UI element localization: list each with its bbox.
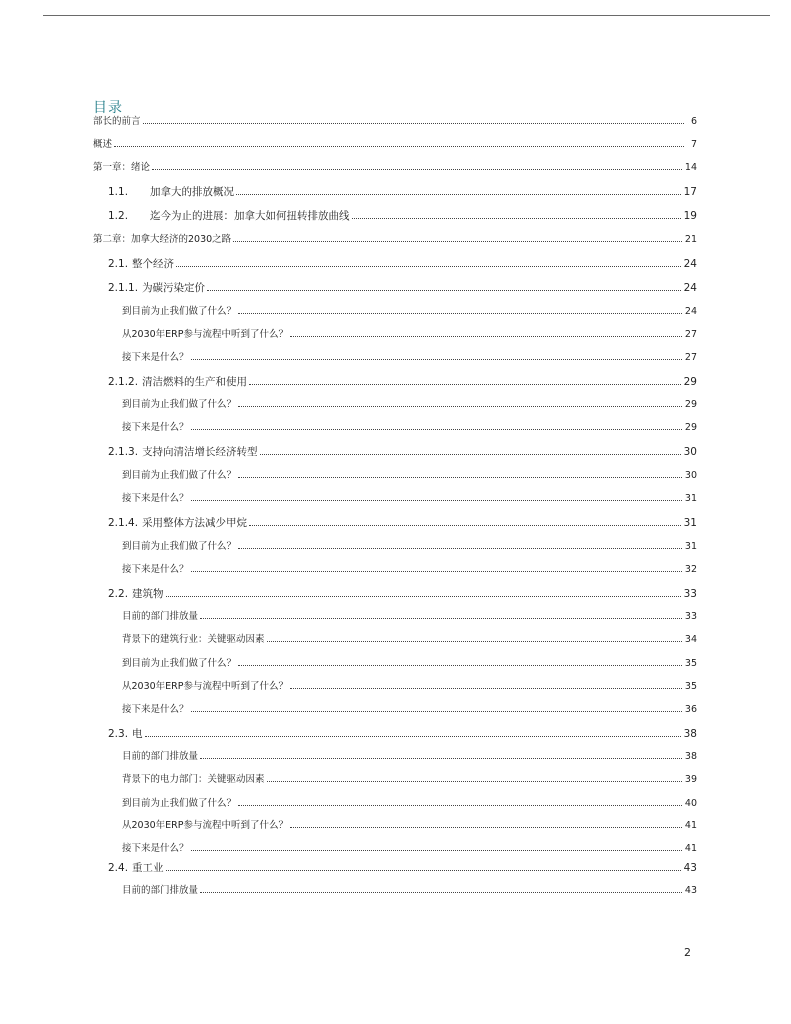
toc-dot-leader <box>290 688 682 689</box>
toc-entry[interactable] <box>122 328 697 342</box>
toc-entry-label: 支持向清洁增长经济转型 <box>142 446 258 458</box>
toc-dot-leader <box>191 500 682 501</box>
toc-entry-page: 24 <box>683 282 697 294</box>
toc-entry-page: 29 <box>684 399 697 410</box>
toc-entry-label: 到目前为止我们做了什么？ <box>122 306 237 317</box>
toc-entry[interactable] <box>93 115 697 129</box>
toc-entry[interactable] <box>122 305 697 319</box>
toc-dot-leader <box>236 194 681 195</box>
toc-entry-page: 32 <box>684 564 697 575</box>
toc-entry[interactable] <box>122 351 697 365</box>
toc-entry-label: 建筑物 <box>132 588 164 600</box>
toc-entry-number: 1.1. <box>108 186 129 198</box>
toc-entry-page: 17 <box>683 186 697 198</box>
toc-entry-label: 从2030年ERP参与流程中听到了什么？ <box>122 820 289 831</box>
toc-entry-page: 30 <box>683 446 697 458</box>
toc-entry-number: 1.2. <box>108 210 129 222</box>
toc-entry-page: 29 <box>683 376 697 388</box>
toc-dot-leader <box>290 827 682 828</box>
toc-entry[interactable] <box>122 469 697 483</box>
toc-entry[interactable] <box>93 138 697 152</box>
toc-entry-label: 到目前为止我们做了什么？ <box>122 399 237 410</box>
toc-entry[interactable] <box>122 610 697 624</box>
toc-entry-label: 清洁燃料的生产和使用 <box>142 376 248 388</box>
toc-entry-label: 到目前为止我们做了什么？ <box>122 798 237 809</box>
toc-entry-page: 43 <box>684 885 697 896</box>
toc-entry-page: 35 <box>684 681 697 692</box>
toc-entry-page: 24 <box>684 306 697 317</box>
toc-dot-leader <box>238 548 682 549</box>
toc-entry[interactable] <box>122 657 697 671</box>
toc-entry[interactable] <box>108 727 697 741</box>
toc-dot-leader <box>249 525 681 526</box>
toc-entry-label: 第一章：绪论 <box>93 162 151 173</box>
toc-dot-leader <box>200 892 682 893</box>
toc-dot-leader <box>207 290 681 291</box>
toc-entry-label: 加拿大的排放概况 <box>150 186 234 198</box>
toc-entry[interactable] <box>122 797 697 811</box>
toc-entry-page: 19 <box>683 210 697 222</box>
toc-dot-leader <box>352 218 681 219</box>
page-number: 2 <box>684 946 691 959</box>
toc-entry-label: 电 <box>132 728 143 740</box>
toc-entry[interactable] <box>108 257 697 271</box>
toc-entry[interactable] <box>108 587 697 601</box>
toc-entry-page: 6 <box>690 116 697 127</box>
toc-dot-leader <box>152 169 682 170</box>
toc-entry-number: 2.1.3. <box>108 446 139 458</box>
toc-entry-label: 目前的部门排放量 <box>122 611 199 622</box>
toc-entry-label: 部长的前言 <box>93 116 141 127</box>
toc-dot-leader <box>191 429 682 430</box>
toc-entry-number: 2.1.4. <box>108 517 139 529</box>
toc-entry-page: 29 <box>684 422 697 433</box>
toc-entry[interactable] <box>122 842 697 856</box>
toc-dot-leader <box>267 781 682 782</box>
toc-entry-label: 到目前为止我们做了什么？ <box>122 541 237 552</box>
toc-entry[interactable] <box>122 421 697 435</box>
toc-entry-page: 24 <box>683 258 697 270</box>
toc-entry-label: 接下来是什么？ <box>122 493 189 504</box>
toc-entry-number: 2.2. <box>108 588 129 600</box>
toc-entry[interactable] <box>108 375 697 389</box>
toc-dot-leader <box>166 596 681 597</box>
toc-entry-label: 从2030年ERP参与流程中听到了什么？ <box>122 681 289 692</box>
toc-dot-leader <box>260 454 681 455</box>
toc-dot-leader <box>238 313 682 314</box>
toc-dot-leader <box>238 406 682 407</box>
toc-entry-page: 21 <box>684 234 697 245</box>
toc-entry[interactable] <box>122 703 697 717</box>
toc-entry-number: 2.3. <box>108 728 129 740</box>
toc-dot-leader <box>191 359 682 360</box>
toc-dot-leader <box>238 665 682 666</box>
toc-entry-page: 33 <box>684 611 697 622</box>
toc-dot-leader <box>267 641 682 642</box>
toc-entry-label: 接下来是什么？ <box>122 564 189 575</box>
toc-dot-leader <box>238 477 682 478</box>
toc-entry[interactable] <box>108 281 697 295</box>
toc-entry-page: 31 <box>684 541 697 552</box>
toc-entry-label: 重工业 <box>132 862 164 874</box>
toc-entry-page: 34 <box>684 634 697 645</box>
toc-entry-label: 接下来是什么？ <box>122 843 189 854</box>
toc-entry-page: 40 <box>684 798 697 809</box>
toc-entry-page: 41 <box>684 820 697 831</box>
toc-entry-label: 目前的部门排放量 <box>122 751 199 762</box>
toc-entry[interactable] <box>122 819 697 833</box>
toc-entry-page: 39 <box>684 774 697 785</box>
toc-entry-label: 第二章：加拿大经济的2030之路 <box>93 234 232 245</box>
toc-entry[interactable] <box>122 398 697 412</box>
toc-dot-leader <box>191 711 682 712</box>
toc-entry-page: 31 <box>684 493 697 504</box>
toc-entry-page: 36 <box>684 704 697 715</box>
toc-entry-number: 2.1. <box>108 258 129 270</box>
toc-entry-page: 38 <box>683 728 697 740</box>
toc-entry[interactable] <box>122 563 697 577</box>
toc-entry-page: 27 <box>684 329 697 340</box>
toc-entry-label: 接下来是什么？ <box>122 422 189 433</box>
toc-dot-leader <box>143 123 684 124</box>
toc-entry[interactable] <box>108 209 697 223</box>
toc-dot-leader <box>176 266 681 267</box>
toc-dot-leader <box>249 384 681 385</box>
toc-entry[interactable] <box>122 492 697 506</box>
toc-entry-number: 2.1.2. <box>108 376 139 388</box>
toc-dot-leader <box>145 736 681 737</box>
toc-entry[interactable] <box>122 773 697 787</box>
toc-entry[interactable] <box>108 861 697 875</box>
toc-entry-page: 27 <box>684 352 697 363</box>
toc-entry[interactable] <box>122 540 697 554</box>
toc-entry[interactable] <box>108 445 697 459</box>
toc-dot-leader <box>233 241 682 242</box>
toc-entry[interactable] <box>122 680 697 694</box>
toc-dot-leader <box>191 571 682 572</box>
toc-entry[interactable] <box>122 633 697 647</box>
toc-entry[interactable] <box>122 750 697 764</box>
toc-dot-leader <box>114 146 684 147</box>
toc-dot-leader <box>191 850 682 851</box>
toc-entry-page: 31 <box>683 517 697 529</box>
toc-entry-page: 14 <box>684 162 697 173</box>
toc-entry-label: 概述 <box>93 139 113 150</box>
toc-title: 目录 <box>93 100 123 116</box>
toc-entry-label: 到目前为止我们做了什么？ <box>122 470 237 481</box>
toc-entry-label: 整个经济 <box>132 258 175 270</box>
toc-entry-page: 38 <box>684 751 697 762</box>
toc-entry-label: 到目前为止我们做了什么？ <box>122 658 237 669</box>
toc-entry-label: 背景下的电力部门：关键驱动因素 <box>122 774 265 785</box>
toc-entry-label: 背景下的建筑行业：关键驱动因素 <box>122 634 265 645</box>
toc-dot-leader <box>290 336 682 337</box>
toc-entry[interactable] <box>93 233 697 247</box>
toc-entry-page: 30 <box>684 470 697 481</box>
toc-entry-page: 33 <box>683 588 697 600</box>
toc-dot-leader <box>238 805 682 806</box>
toc-entry-label: 目前的部门排放量 <box>122 885 199 896</box>
toc-entry-page: 41 <box>684 843 697 854</box>
toc-entry-label: 接下来是什么？ <box>122 352 189 363</box>
toc-entry-number: 2.4. <box>108 862 129 874</box>
toc-entry[interactable] <box>122 884 697 898</box>
toc-entry[interactable] <box>108 185 697 199</box>
toc-dot-leader <box>166 870 681 871</box>
toc-entry-label: 为碳污染定价 <box>142 282 206 294</box>
toc-entry-label: 迄今为止的进展：加拿大如何扭转排放曲线 <box>150 210 350 222</box>
toc-entry-page: 35 <box>684 658 697 669</box>
toc-entry-label: 采用整体方法减少甲烷 <box>142 517 248 529</box>
toc-dot-leader <box>200 758 682 759</box>
toc-entry-label: 从2030年ERP参与流程中听到了什么？ <box>122 329 289 340</box>
toc-entry-page: 7 <box>690 139 697 150</box>
toc-dot-leader <box>200 618 682 619</box>
toc-entry[interactable] <box>93 161 697 175</box>
toc-entry-label: 接下来是什么？ <box>122 704 189 715</box>
toc-entry[interactable] <box>108 516 697 530</box>
toc-entry-number: 2.1.1. <box>108 282 139 294</box>
toc-entry-page: 43 <box>683 862 697 874</box>
